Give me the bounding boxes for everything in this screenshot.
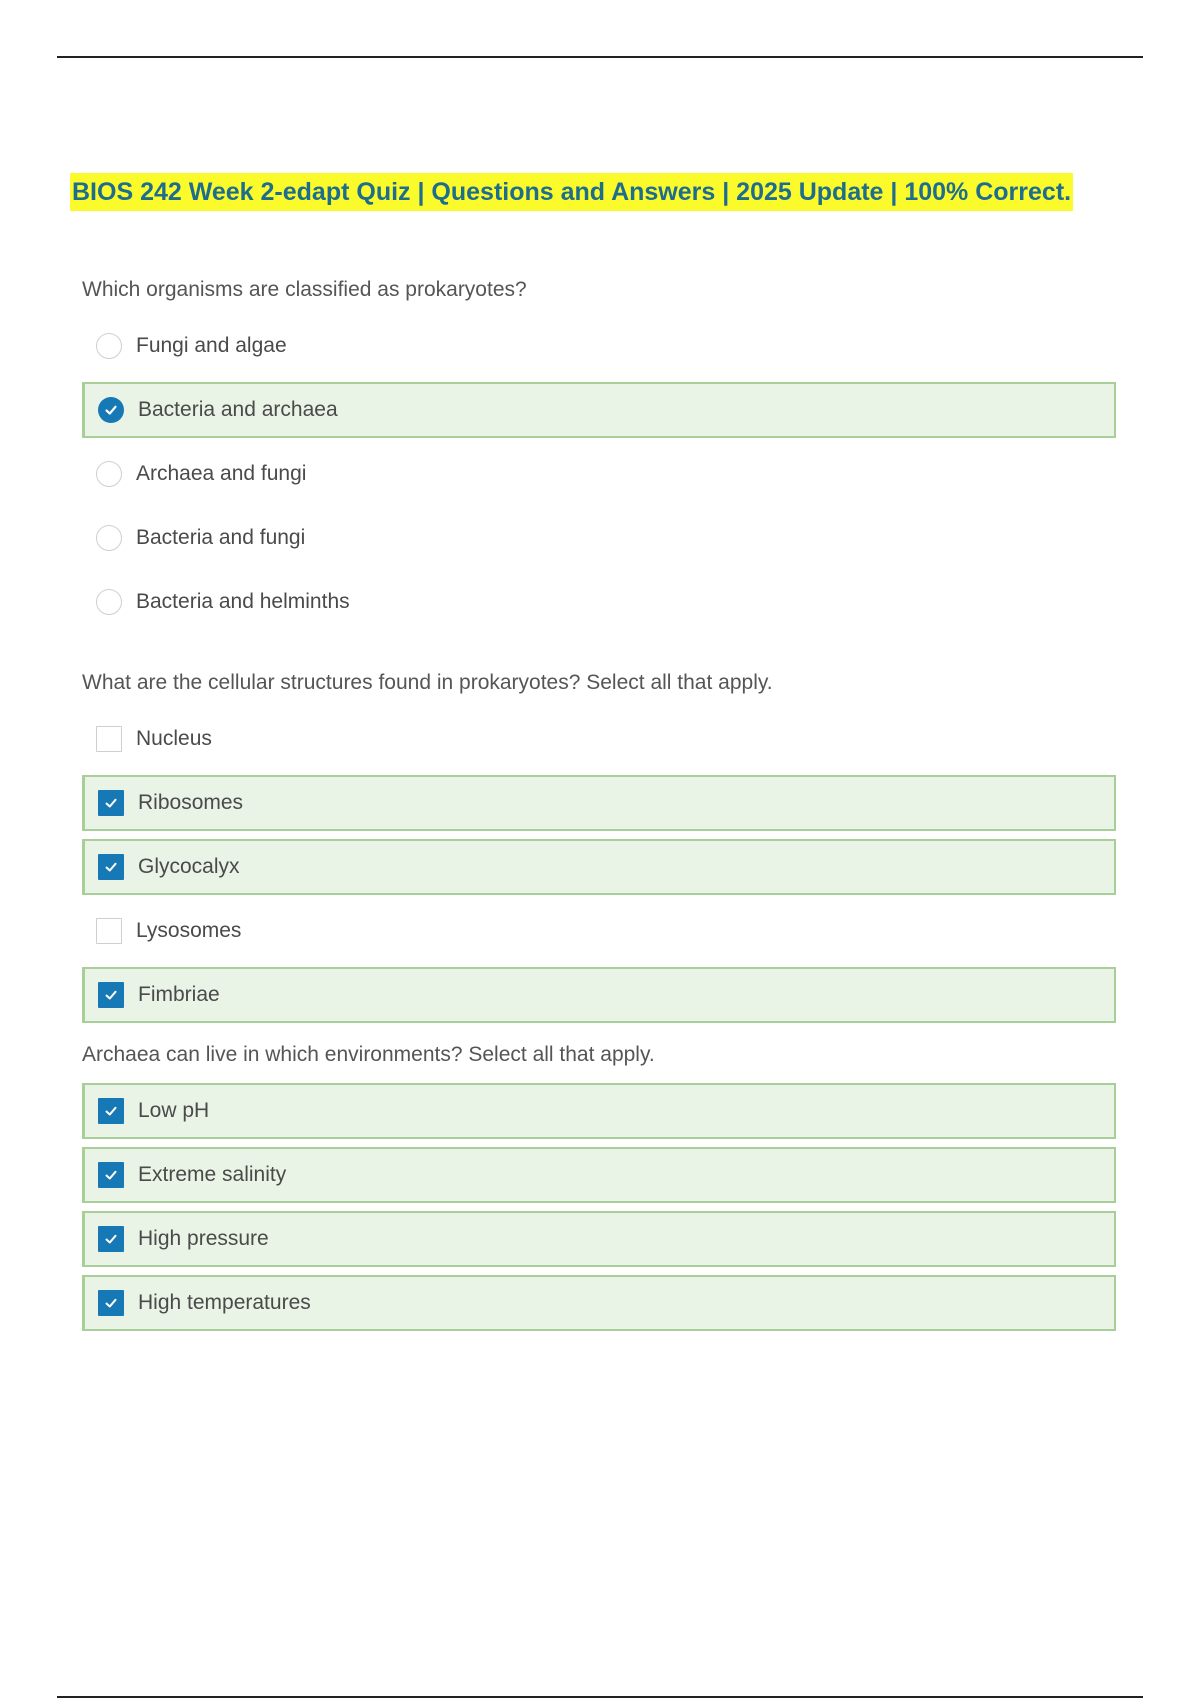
checkbox-checked-icon[interactable] xyxy=(98,1290,124,1316)
option-glycocalyx[interactable] xyxy=(82,839,1116,895)
option-label: Bacteria and helminths xyxy=(136,590,350,613)
option-low-ph[interactable] xyxy=(82,1083,1116,1139)
option-label: Bacteria and archaea xyxy=(138,398,338,421)
question-text: What are the cellular structures found in prokaryotes? Select all that apply. xyxy=(82,671,773,694)
checkbox-checked-icon[interactable] xyxy=(98,1098,124,1124)
option-high-temperatures[interactable] xyxy=(82,1275,1116,1331)
top-rule xyxy=(57,56,1143,58)
option-label: High temperatures xyxy=(138,1291,311,1314)
checkbox-unchecked-icon[interactable] xyxy=(96,726,122,752)
checkbox-unchecked-icon[interactable] xyxy=(96,918,122,944)
option-bacteria-and-helminths[interactable] xyxy=(82,574,1116,630)
option-label: Bacteria and fungi xyxy=(136,526,306,549)
question-2 xyxy=(82,663,1116,1023)
quiz-container xyxy=(82,270,1116,1339)
option-ribosomes[interactable] xyxy=(82,775,1116,831)
option-label: Fungi and algae xyxy=(136,334,287,357)
option-label: Ribosomes xyxy=(138,791,244,814)
question-text: Which organisms are classified as prokaryotes? xyxy=(82,278,527,301)
option-archaea-and-fungi[interactable] xyxy=(82,446,1116,502)
radio-checked-icon[interactable] xyxy=(98,397,124,423)
radio-unchecked-icon[interactable] xyxy=(96,461,122,487)
option-extreme-salinity[interactable] xyxy=(82,1147,1116,1203)
radio-unchecked-icon[interactable] xyxy=(96,333,122,359)
option-label: Nucleus xyxy=(136,727,212,750)
checkbox-checked-icon[interactable] xyxy=(98,790,124,816)
checkbox-checked-icon[interactable] xyxy=(98,1226,124,1252)
document-title: BIOS 242 Week 2-edapt Quiz | Questions and Answers | 2025 Update | 100% Correct. xyxy=(70,173,1073,211)
options-list xyxy=(82,1083,1116,1331)
option-label: Glycocalyx xyxy=(138,855,240,878)
radio-unchecked-icon[interactable] xyxy=(96,525,122,551)
option-bacteria-and-archaea[interactable] xyxy=(82,382,1116,438)
checkbox-checked-icon[interactable] xyxy=(98,982,124,1008)
option-label: High pressure xyxy=(138,1227,269,1250)
question-3 xyxy=(82,1035,1116,1331)
option-high-pressure[interactable] xyxy=(82,1211,1116,1267)
option-label: Archaea and fungi xyxy=(136,462,307,485)
options-list xyxy=(82,318,1116,630)
option-bacteria-and-fungi[interactable] xyxy=(82,510,1116,566)
question-1 xyxy=(82,270,1116,630)
option-fimbriae[interactable] xyxy=(82,967,1116,1023)
bottom-rule xyxy=(57,1696,1143,1698)
checkbox-checked-icon[interactable] xyxy=(98,854,124,880)
radio-unchecked-icon[interactable] xyxy=(96,589,122,615)
option-label: Lysosomes xyxy=(136,919,242,942)
option-lysosomes[interactable] xyxy=(82,903,1116,959)
option-label: Low pH xyxy=(138,1099,210,1122)
checkbox-checked-icon[interactable] xyxy=(98,1162,124,1188)
option-fungi-and-algae[interactable] xyxy=(82,318,1116,374)
option-label: Extreme salinity xyxy=(138,1163,287,1186)
question-text: Archaea can live in which environments? Select all that apply. xyxy=(82,1043,655,1066)
option-nucleus[interactable] xyxy=(82,711,1116,767)
options-list xyxy=(82,711,1116,1023)
option-label: Fimbriae xyxy=(138,983,220,1006)
